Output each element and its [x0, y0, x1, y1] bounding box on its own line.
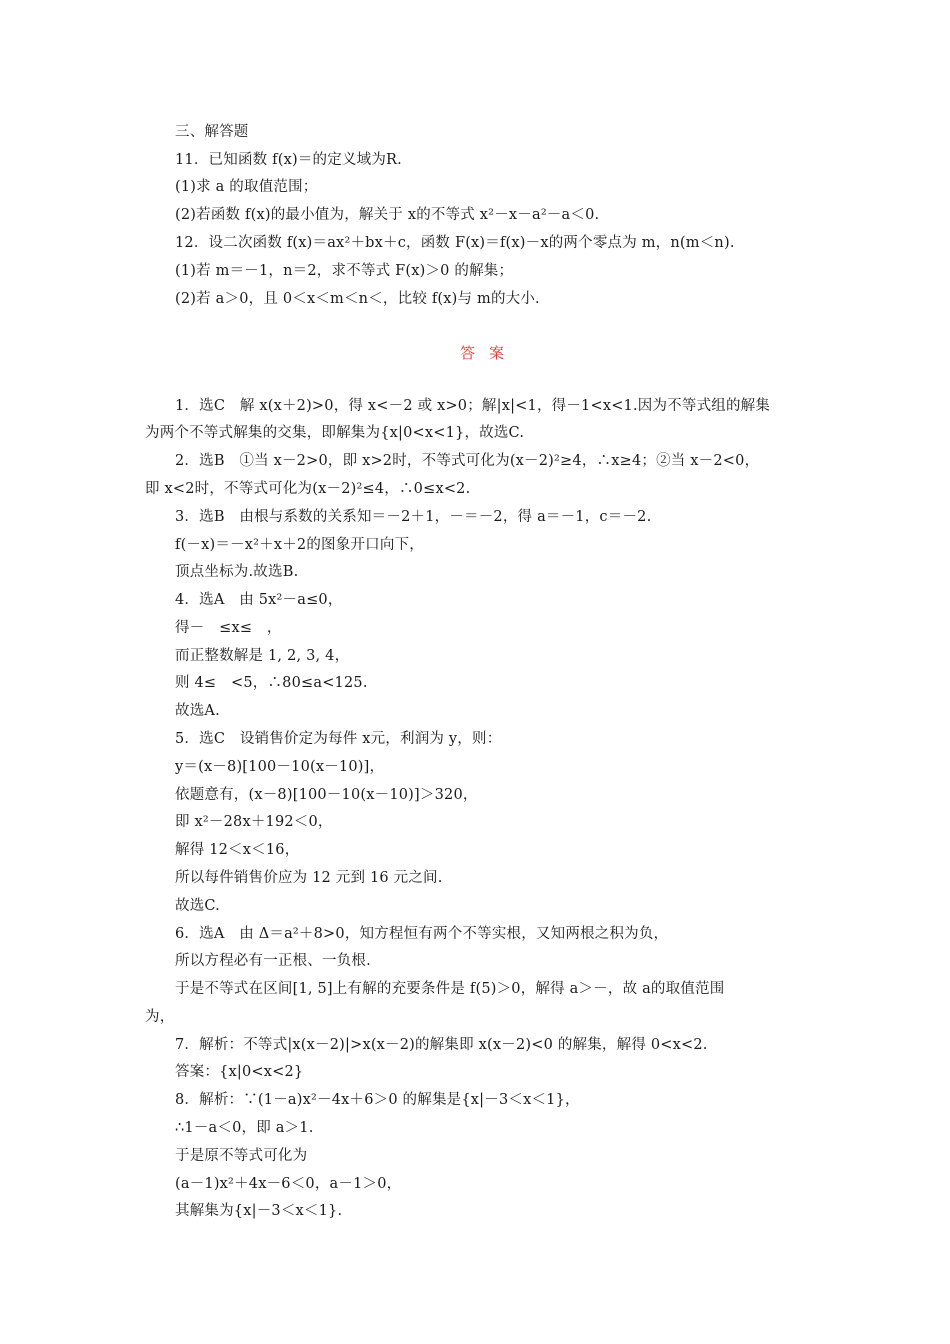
answer-line: 所以每件销售价应为 12 元到 16 元之间.	[175, 870, 443, 886]
answer-line: f(－x)＝－x²＋x＋2的图象开口向下，	[175, 537, 424, 553]
answer-line: 为两个不等式解集的交集，即解集为{x|0<x<1}，故选C.	[145, 425, 525, 441]
answer-line: 则 4≤ <5，∴80≤a<125.	[175, 675, 368, 691]
answer-line: 而正整数解是 1, 2, 3, 4，	[175, 648, 350, 664]
answer-line: 故选A.	[175, 703, 220, 719]
answer-line: (a－1)x²＋4x－6＜0，a－1＞0，	[175, 1176, 402, 1192]
answer-line: 即 x²－28x＋192＜0，	[175, 814, 333, 830]
answer-line: 3．选B 由根与系数的关系知＝－2＋1，－＝－2，得 a＝－1，c＝－2.	[175, 509, 652, 525]
answers-heading: 答案	[459, 344, 518, 362]
answer-line: 解得 12＜x＜16，	[175, 842, 300, 858]
answer-line: 7．解析：不等式|x(x－2)|>x(x－2)的解集即 x(x－2)<0 的解集，解得 0<x<2.	[175, 1037, 708, 1053]
answer-line: 其解集为{x|－3＜x＜1}.	[175, 1203, 343, 1219]
answer-line: 即 x<2时，不等式可化为(x－2)²≤4，∴0≤x<2.	[145, 481, 471, 497]
answer-line: 1．选C 解 x(x＋2)>0，得 x<－2 或 x>0；解|x|<1，得－1<x<1.因为不等式组的解集	[175, 398, 771, 414]
answer-line: 故选C.	[175, 898, 220, 914]
answer-line: ∴1－a＜0，即 a＞1.	[175, 1120, 314, 1136]
answer-line: 为，	[145, 1009, 175, 1025]
section-title: 三、解答题	[175, 124, 249, 140]
answer-line: 依题意有，(x－8)[100－10(x－10)]＞320，	[175, 787, 478, 803]
answer-line: 8．解析：∵(1－a)x²－4x＋6＞0 的解集是{x|－3＜x＜1}，	[175, 1092, 580, 1108]
question-line: 12．设二次函数 f(x)＝ax²＋bx＋c，函数 F(x)＝f(x)－x的两个零点为 m，n(m＜n).	[175, 235, 735, 251]
answer-line: 所以方程必有一正根、一负根.	[175, 953, 371, 969]
question-line: (2)若 a＞0，且 0＜x＜m＜n＜，比较 f(x)与 m的大小.	[175, 291, 540, 307]
question-line: (1)若 m＝－1，n＝2，求不等式 F(x)＞0 的解集；	[175, 263, 514, 279]
answer-line: 4．选A 由 5x²－a≤0，	[175, 592, 343, 608]
answer-line: 得－ ≤x≤ ，	[175, 620, 282, 636]
answer-line: 6．选A 由 Δ＝a²＋8>0，知方程恒有两个不等实根，又知两根之积为负，	[175, 926, 669, 942]
answer-line: 于是原不等式可化为	[175, 1148, 308, 1164]
answer-line: y＝(x－8)[100－10(x－10)]，	[175, 759, 385, 775]
answer-line: 答案：{x|0<x<2}	[175, 1064, 304, 1080]
question-line: 11．已知函数 f(x)＝的定义域为R.	[175, 152, 402, 168]
answer-line: 5．选C 设销售价定为每件 x元，利润为 y，则：	[175, 731, 502, 747]
answer-line: 顶点坐标为.故选B.	[175, 564, 299, 580]
question-line: (1)求 a 的取值范围；	[175, 179, 318, 195]
answer-line: 于是不等式在区间[1, 5]上有解的充要条件是 f(5)＞0，解得 a＞－，故 a的取值范围	[175, 981, 725, 997]
answer-line: 2．选B ①当 x－2>0，即 x>2时，不等式可化为(x－2)²≥4，∴x≥4；②当 x－2<0，	[175, 453, 760, 469]
question-line: (2)若函数 f(x)的最小值为，解关于 x的不等式 x²－x－a²－a＜0.	[175, 207, 600, 223]
